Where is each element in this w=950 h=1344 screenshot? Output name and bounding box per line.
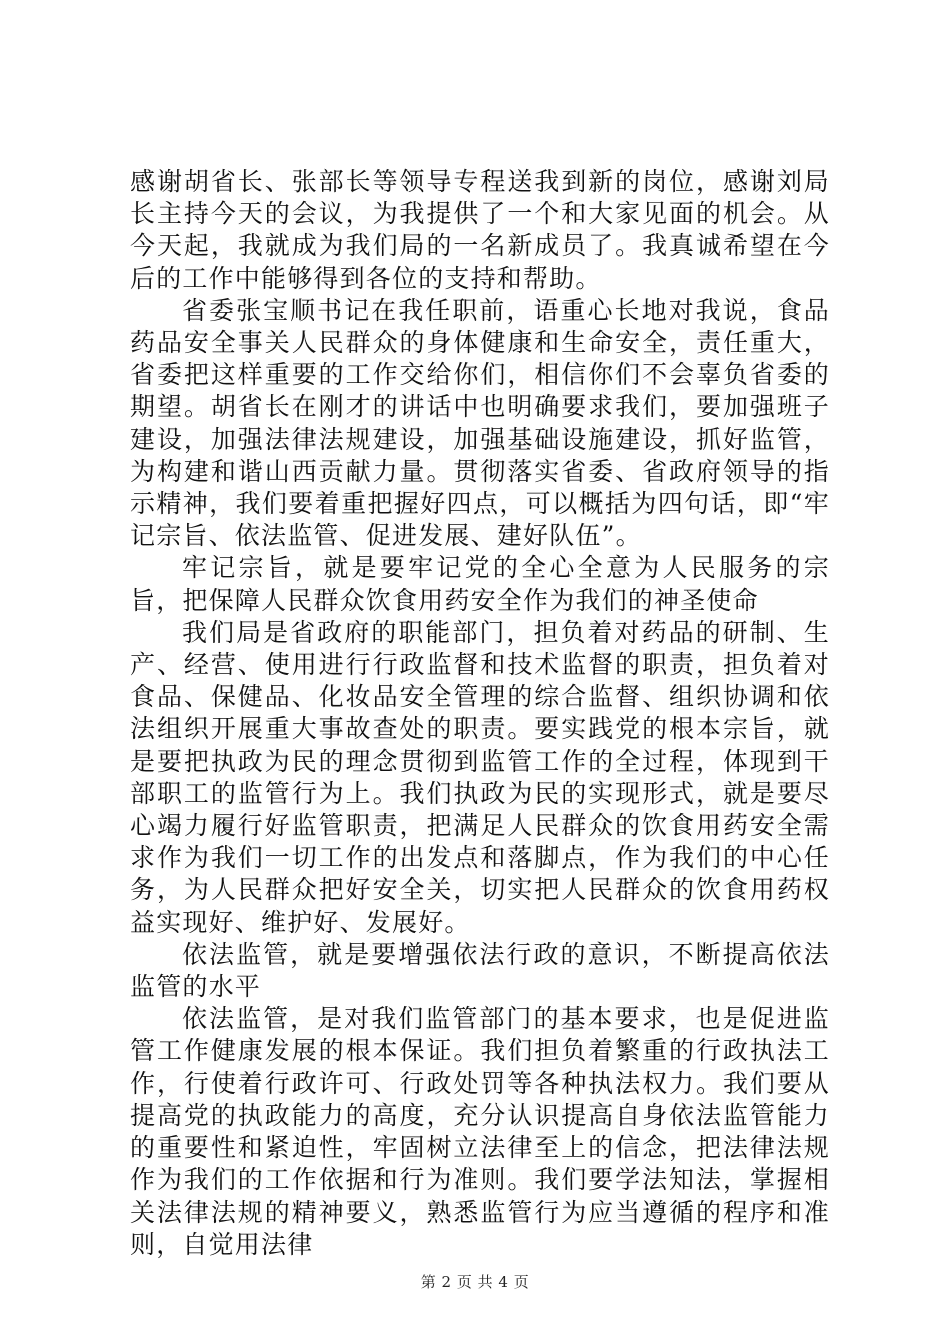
document-body	[130, 166, 830, 1261]
paragraph-6: 依法监管，是对我们监管部门的基本要求，也是促进监管工作健康发展的根本保证。我们担负着繁重的行政执法工作，行使着行政许可、行政处罚等各种执法权力。我们要从提高党的执政能力的高度，充分认识提高自身依法监管能力的重要性和紧迫性，牢固树立法律至上的信念，把法律法规作为我们的工作依据和行为准则。我们要学法知法，掌握相关法律法规的精神要义，熟悉监管行为应当遵循的程序和准则，自觉用法律	[130, 1004, 830, 1259]
paragraph-3: 牢记宗旨，就是要牢记党的全心全意为人民服务的宗旨，把保障人民群众饮食用药安全作为我们的神圣使命	[130, 553, 830, 615]
page-number-footer: 第 2 页 共 4 页	[420, 1273, 530, 1291]
paragraph-4: 我们局是省政府的职能部门，担负着对药品的研制、生产、经营、使用进行行政监督和技术监督的职责，担负着对食品、保健品、化妆品安全管理的综合监督、组织协调和依法组织开展重大事故查处的职责。要实践党的根本宗旨，就是要把执政为民的理念贯彻到监管工作的全过程，体现到干部职工的监管行为上。我们执政为民的实现形式，就是要尽心竭力履行好监管职责，把满足人民群众的饮食用药安全需求作为我们一切工作的出发点和落脚点，作为我们的中心任务，为人民群众把好安全关，切实把人民群众的饮食用药权益实现好、维护好、发展好。	[130, 617, 830, 937]
paragraph-5: 依法监管，就是要增强依法行政的意识，不断提高依法监管的水平	[130, 939, 830, 1002]
paragraph-2: 省委张宝顺书记在我任职前，语重心长地对我说，食品药品安全事关人民群众的身体健康和生命安全，责任重大，省委把这样重要的工作交给你们，相信你们不会辜负省委的期望。胡省长在刚才的讲话中也明确要求我们，要加强班子建设，加强法律法规建设，加强基础设施建设，抓好监管，为构建和谐山西贡献力量。贯彻落实省委、省政府领导的指示精神，我们要着重把握好四点，可以概括为四句话，即“牢记宗旨、依法监管、促进发展、建好队伍”。	[130, 295, 830, 551]
paragraph-1: 感谢胡省长、张部长等领导专程送我到新的岗位，感谢刘局长主持今天的会议，为我提供了一个和大家见面的机会。从今天起，我就成为我们局的一名新成员了。我真诚希望在今后的工作中能够得到各位的支持和帮助。	[130, 167, 830, 293]
